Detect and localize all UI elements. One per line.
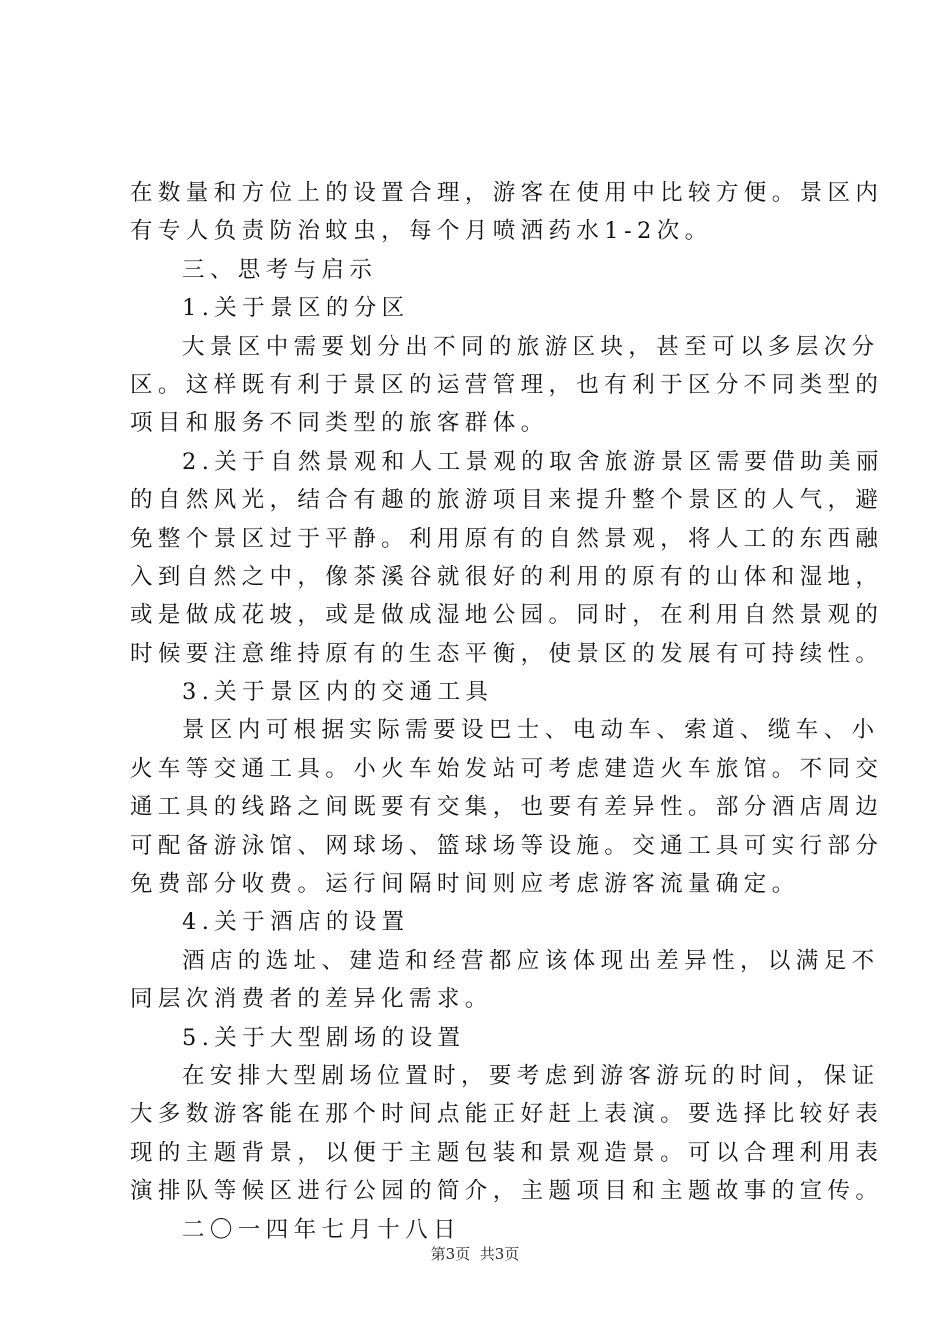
subsection-heading: 5.关于大型剧场的设置: [182, 1024, 466, 1051]
text-line: 时候要注意维持原有的生态平衡，使景区的发展有可持续性。: [130, 640, 884, 667]
text-line: 火车等交通工具。小火车始发站可考虑建造火车旅馆。不同交: [130, 755, 884, 782]
subsection-heading: 1.关于景区的分区: [182, 295, 410, 322]
text-line: 景区内可根据实际需要设巴士、电动车、索道、缆车、小: [182, 717, 880, 744]
section-heading: 三、思考与启示: [182, 256, 378, 283]
subsection-heading: 4.关于酒店的设置: [182, 909, 410, 936]
text-line: 区。这样既有利于景区的运营管理，也有利于区分不同类型的: [130, 371, 884, 398]
text-line: 项目和服务不同类型的旅客群体。: [130, 410, 549, 437]
text-line: 现的主题背景，以便于主题包装和景观造景。可以合理利用表: [130, 1139, 884, 1166]
page-total: 共3页: [479, 1245, 520, 1263]
document-body: [130, 174, 884, 1249]
text-line: 大景区中需要划分出不同的旅游区块，甚至可以多层次分: [182, 333, 880, 360]
page-number: 第3页: [430, 1245, 471, 1263]
text-line: 有专人负责防治蚊虫，每个月喷洒药水1-2次。: [130, 218, 713, 245]
text-line: 的自然风光，结合有趣的旅游项目来提升整个景区的人气，避: [130, 487, 884, 514]
subsection-heading: 3.关于景区内的交通工具: [182, 679, 494, 706]
text-line: 酒店的选址、建造和经营都应该体现出差异性，以满足不: [182, 947, 880, 974]
text-line: 可配备游泳馆、网球场、篮球场等设施。交通工具可实行部分: [130, 832, 884, 859]
subsection-heading: 2.关于自然景观和人工景观的取舍旅游景区需要借助美丽: [182, 448, 884, 475]
date-line: 二〇一四年七月十八日: [182, 1216, 462, 1243]
text-line: 入到自然之中，像茶溪谷就很好的利用的原有的山体和湿地，: [130, 563, 884, 590]
text-line: 在数量和方位上的设置合理，游客在使用中比较方便。景区内: [130, 180, 884, 206]
text-line: 大多数游客能在那个时间点能正好赶上表演。要选择比较好表: [130, 1101, 884, 1128]
page-footer: [0, 1244, 950, 1264]
text-line: 免整个景区过于平静。利用原有的自然景观，将人工的东西融: [130, 525, 884, 552]
text-line: 在安排大型剧场位置时，要考虑到游客游玩的时间，保证: [182, 1062, 880, 1089]
text-line: 通工具的线路之间既要有交集，也要有差异性。部分酒店周边: [130, 794, 884, 821]
text-line: 同层次消费者的差异化需求。: [130, 986, 493, 1013]
text-line: 免费部分收费。运行间隔时间则应考虑游客流量确定。: [130, 871, 800, 898]
text-line: 演排队等候区进行公园的简介，主题项目和主题故事的宣传。: [130, 1178, 884, 1205]
text-line: 或是做成花坡，或是做成湿地公园。同时，在利用自然景观的: [130, 602, 884, 629]
